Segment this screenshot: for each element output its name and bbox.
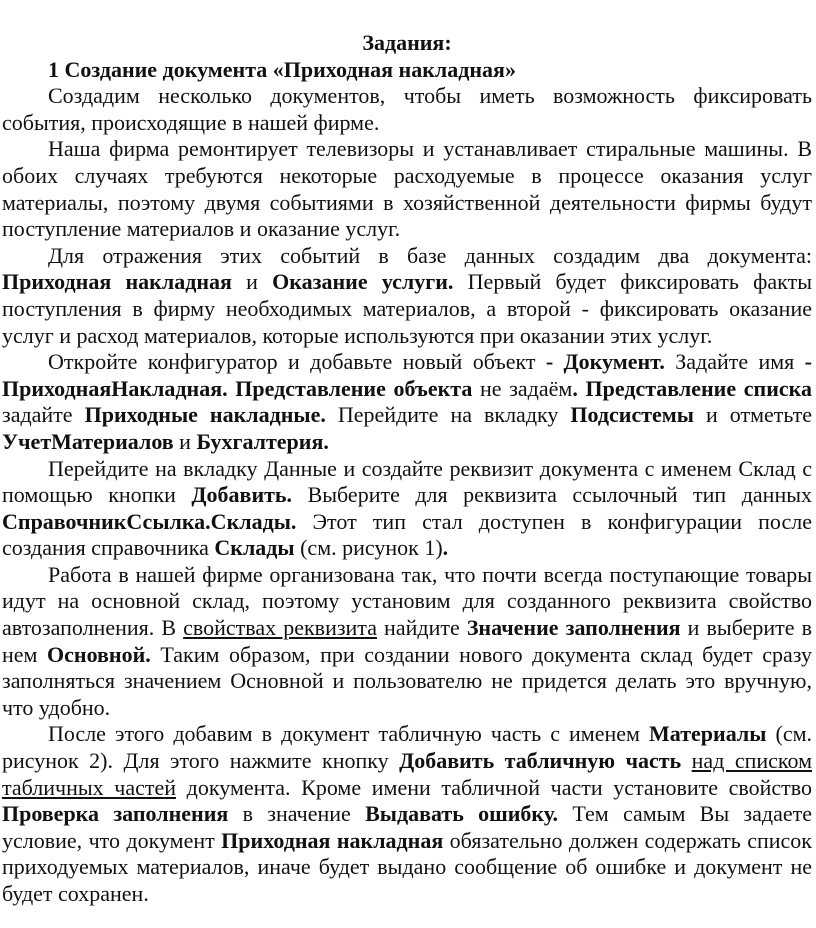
text-run: документа. Кроме имени табличной части установите свойство	[176, 774, 812, 800]
underlined-text: свойствах реквизита	[183, 615, 377, 641]
paragraph-7	[2, 721, 812, 907]
text-run: (см. рисунок 2). Для этого нажмите кнопку	[2, 721, 813, 774]
page-title: Задания:	[362, 30, 452, 55]
text-run: Задайте имя	[664, 349, 805, 375]
text-run: обязательно должен содержать список приходуемых материалов, иначе будет выдано сообщение об ошибке и документ не будет сохранен.	[2, 827, 812, 906]
text-run: Наша фирма ремонтирует телевизоры и устанавливает стиральные машины. В обоих случаях требуются некоторые расходуемые в процессе оказания услуг материалы, поэтому двумя событиями в хозяйственной деятельности фирмы будут поступление материалов и оказание услуг.	[2, 136, 812, 242]
bold-term: УчетМатериалов	[2, 428, 174, 454]
text-run: Таким образом, при создании нового документа склад будет сразу заполняться значением Основной и пользователю не придется делать это вручную, что удобно.	[2, 641, 812, 720]
text-run: не задаём	[472, 375, 573, 401]
bold-term: Оказание услуги.	[272, 269, 454, 295]
section-heading: 1 Создание документа «Приходная накладная»	[48, 56, 516, 82]
bold-term: Приходные накладные.	[84, 402, 326, 428]
bold-term: Подсистемы	[570, 402, 694, 428]
text-run: Тем самым Вы задаете условие, что документ	[2, 801, 812, 853]
text-run: и отметьте	[693, 402, 812, 428]
bold-term: - Документ.	[545, 349, 665, 375]
bold-term: Склады	[214, 535, 295, 561]
text-run: и	[173, 428, 197, 454]
paragraph-5	[2, 456, 812, 562]
bold-term: Проверка заполнения	[2, 801, 229, 827]
bold-term: - ПриходнаяНакладная. Представление объекта	[2, 349, 812, 401]
text-run: и	[231, 269, 273, 295]
text-run: Создадим несколько документов, чтобы иметь возможность фиксировать события, происходящие в нашей фирме.	[2, 83, 812, 135]
text-run: найдите	[376, 615, 467, 641]
paragraph-3	[2, 243, 812, 349]
underlined-text: над списком табличных частей	[2, 748, 812, 800]
bold-term: Значение заполнения	[466, 615, 681, 641]
text-run: и выберите в нем	[2, 615, 812, 667]
bold-term: Добавить табличную часть	[399, 748, 682, 774]
bold-term: Добавить.	[191, 482, 293, 508]
text-run: Работа в нашей фирме организована так, что почти всегда поступающие товары идут на основной склад, поэтому установим для созданного реквизита свойство автозаполнения. В	[2, 561, 812, 641]
bold-term: Приходная накладная	[221, 827, 444, 853]
bold-term: Приходная накладная	[2, 269, 232, 295]
text-run: Первый будет фиксировать факты поступления в фирму необходимых материалов, а второй - фиксировать оказание услуг и расход материалов, которые используются при оказании этих услуг.	[2, 269, 812, 348]
text-run: Перейдите на вкладку Данные и создайте реквизит документа с именем Склад с помощью кнопки	[2, 455, 812, 508]
paragraph-6	[2, 562, 812, 722]
bold-term: Бухгалтерия.	[196, 428, 329, 454]
bold-term: .	[442, 535, 449, 561]
bold-term: Основной.	[47, 641, 151, 667]
paragraph-4	[2, 349, 812, 455]
bold-term: . Представление списка	[572, 375, 812, 401]
text-run	[681, 748, 691, 773]
text-run: Для отражения этих событий в базе данных создадим два документа:	[48, 242, 812, 268]
bold-term: Материалы	[649, 721, 767, 747]
document-body	[2, 83, 812, 907]
text-run: Выберите для реквизита ссылочный тип данных	[292, 482, 812, 508]
text-run: в значение	[228, 801, 366, 827]
paragraph-2	[2, 136, 812, 242]
text-run: задайте	[2, 402, 85, 428]
paragraph-1	[2, 83, 812, 136]
text-run: После этого добавим в документ табличную часть с именем	[48, 721, 650, 747]
text-run: Этот тип стал доступен в конфигурации после создания справочника	[2, 508, 812, 561]
text-run: Перейдите на вкладку	[325, 402, 571, 428]
bold-term: СправочникСсылка.Склады.	[2, 508, 297, 534]
bold-term: Выдавать ошибку.	[365, 801, 559, 827]
text-run: Откройте конфигуратор и добавьте новый объект	[48, 349, 546, 375]
text-run: (см. рисунок 1)	[294, 535, 443, 561]
